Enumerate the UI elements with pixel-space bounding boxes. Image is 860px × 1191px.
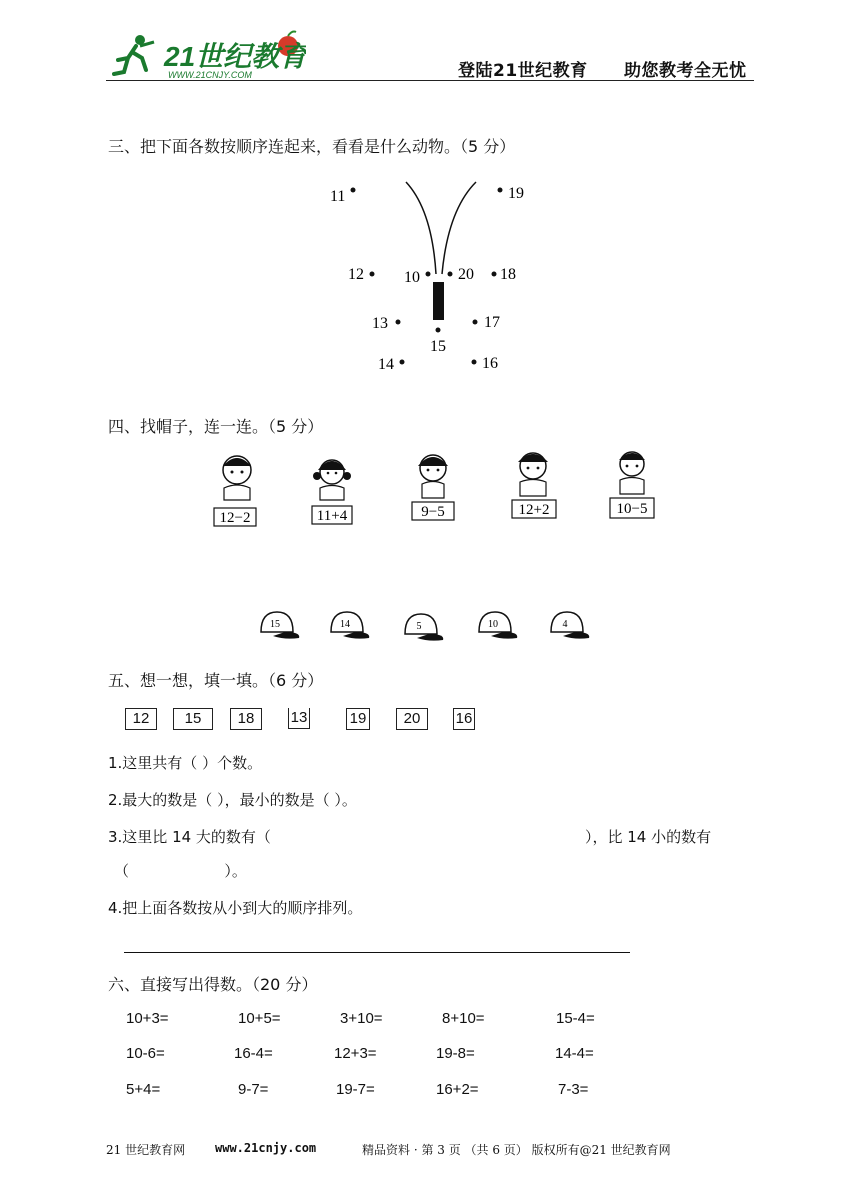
number-box-2: 15 <box>173 708 213 730</box>
dot-15 <box>436 328 441 333</box>
equation: 9-7= <box>238 1081 269 1098</box>
cap-3 <box>405 614 443 641</box>
connect-dots-figure <box>300 170 560 380</box>
header-divider <box>106 80 754 81</box>
caps-row <box>255 606 595 646</box>
cap-label-2: 14 <box>340 619 350 630</box>
dot-19 <box>498 188 503 193</box>
dot-20 <box>448 272 453 277</box>
antenna-right <box>442 182 476 274</box>
number-box-4: 13 <box>288 708 310 729</box>
dot-label-18: 18 <box>500 266 516 283</box>
dot-label-16: 16 <box>482 355 498 372</box>
cap-4 <box>479 612 517 639</box>
question-3-part-a: 3.这里比 14 大的数有（ <box>108 828 271 846</box>
kid-4 <box>512 453 556 518</box>
dot-label-15: 15 <box>430 338 446 355</box>
equation: 8+10= <box>442 1010 485 1027</box>
number-box-5: 19 <box>346 708 370 730</box>
cap-label-5: 4 <box>562 619 568 630</box>
kids-row <box>200 448 660 532</box>
equation: 10+5= <box>238 1010 281 1027</box>
equation: 7-3= <box>558 1081 589 1098</box>
kid-2 <box>312 460 352 524</box>
number-box-7: 16 <box>453 708 475 730</box>
dot-11 <box>351 188 356 193</box>
logo-text: 21世纪教育 <box>164 41 306 72</box>
dot-label-19: 19 <box>508 185 524 202</box>
cap-5 <box>551 612 589 639</box>
equation: 3+10= <box>340 1010 383 1027</box>
caps-svg <box>255 606 595 646</box>
kid-3 <box>412 455 454 520</box>
equation: 19-8= <box>436 1045 475 1062</box>
dot-label-12: 12 <box>348 266 364 283</box>
kid-label-5: 10−5 <box>616 501 648 517</box>
equation: 10-6= <box>126 1045 165 1062</box>
dot-14 <box>400 360 405 365</box>
equation: 10+3= <box>126 1010 169 1027</box>
antenna-left <box>406 182 436 274</box>
answer-line[interactable] <box>124 952 630 953</box>
footer-site: 21 世纪教育网 <box>106 1143 186 1157</box>
footer-url[interactable]: www.21cnjy.com <box>215 1141 317 1155</box>
kid-label-1: 12−2 <box>219 510 251 526</box>
kid-5 <box>610 452 654 518</box>
dot-label-10: 10 <box>404 269 420 286</box>
question-4: 4.把上面各数按从小到大的顺序排列。 <box>108 899 363 917</box>
dot-label-20: 20 <box>458 266 474 283</box>
equation: 12+3= <box>334 1045 377 1062</box>
dot-label-14: 14 <box>378 356 394 373</box>
question-3-part-b: ），比 14 小的数有 <box>585 828 712 846</box>
tagline-right: 助您教考全无忧 <box>624 61 747 81</box>
equation: 19-7= <box>336 1081 375 1098</box>
kid-label-3: 9−5 <box>421 504 445 520</box>
cap-label-4: 10 <box>488 619 498 630</box>
equation: 14-4= <box>555 1045 594 1062</box>
number-box-6: 20 <box>396 708 428 730</box>
dot-13 <box>396 320 401 325</box>
dot-18 <box>492 272 497 277</box>
cap-1 <box>261 612 299 639</box>
site-logo <box>106 28 306 82</box>
question-2: 2.最大的数是（ ），最小的数是（ ）。 <box>108 791 357 809</box>
question-1: 1.这里共有（ ）个数。 <box>108 754 263 772</box>
footer-info: 精品资料 · 第 3 页 （共 6 页） 版权所有@21 世纪教育网 <box>362 1143 671 1157</box>
connect-dots-svg <box>300 170 560 380</box>
dot-label-13: 13 <box>372 315 388 332</box>
body-bar <box>433 282 444 320</box>
dot-12 <box>370 272 375 277</box>
cap-label-3: 5 <box>416 621 422 632</box>
tagline-left: 登陆21世纪教育 <box>458 61 588 81</box>
section6-title: 六、直接写出得数。（20 分） <box>108 975 318 994</box>
logo-url-text: WWW.21CNJY.COM <box>168 70 252 80</box>
equation: 16+2= <box>436 1081 479 1098</box>
kids-svg <box>200 448 660 532</box>
section5-title: 五、想一想，填一填。（6 分） <box>108 671 324 690</box>
dot-17 <box>473 320 478 325</box>
equation: 15-4= <box>556 1010 595 1027</box>
cap-2 <box>331 612 369 639</box>
equation: 5+4= <box>126 1081 161 1098</box>
equation: 16-4= <box>234 1045 273 1062</box>
kid-1 <box>214 456 256 526</box>
cap-label-1: 15 <box>270 619 280 630</box>
kid-label-4: 12+2 <box>518 502 550 518</box>
dot-label-17: 17 <box>484 314 500 331</box>
kid-label-2: 11+4 <box>316 508 348 524</box>
logo-graphic <box>106 28 306 82</box>
dot-10 <box>426 272 431 277</box>
dot-label-11: 11 <box>330 188 346 205</box>
question-3-part-c: （ ）。 <box>114 862 247 880</box>
section3-title: 三、把下面各数按顺序连起来，看看是什么动物。（5 分） <box>108 137 516 156</box>
number-box-3: 18 <box>230 708 262 730</box>
section4-title: 四、找帽子，连一连。（5 分） <box>108 417 324 436</box>
number-box-1: 12 <box>125 708 157 730</box>
dot-16 <box>472 360 477 365</box>
